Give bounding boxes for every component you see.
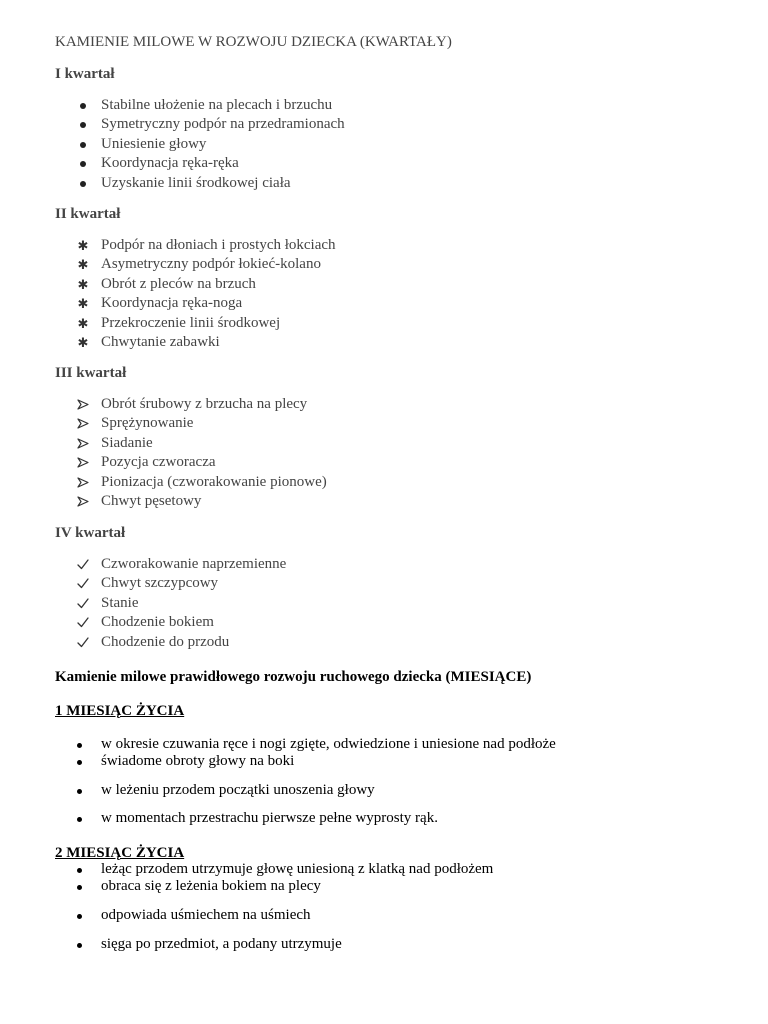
asterisk-icon: ✱ [77, 276, 89, 292]
list-item: leżąc przodem utrzymuje głowę uniesioną z klatką nad podłożem [101, 861, 494, 877]
quarter-heading-1: I kwartał [55, 66, 115, 82]
list-item: świadome obroty głowy na boki [101, 753, 295, 769]
list-item: w leżeniu przodem początki unoszenia głowy [101, 782, 375, 798]
list-item: w okresie czuwania ręce i nogi zgięte, odwiedzione i uniesione nad podłoże [101, 736, 556, 752]
asterisk-icon: ✱ [77, 296, 89, 312]
quarter-heading-3: III kwartał [55, 365, 127, 381]
asterisk-icon: ✱ [77, 315, 89, 331]
list-item: sięga po przedmiot, a podany utrzymuje [101, 936, 342, 952]
month-heading-2: 2 MIESIĄC ŻYCIA [55, 845, 185, 861]
asterisk-icon: ✱ [77, 257, 89, 273]
month-heading-1: 1 MIESIĄC ŻYCIA [55, 703, 185, 719]
months-section-title: Kamienie milowe prawidłowego rozwoju ruchowego dziecka (MIESIĄCE) [55, 669, 532, 685]
quarter-heading-2: II kwartał [55, 206, 121, 222]
document-page: KAMIENIE MILOWE W ROZWOJU DZIECKA (KWARTAŁY) I kwartał Stabilne ułożenie na plecach i brzuchu Symetryczny podpór na przedramionach Uniesienie głowy Koordynacja ręka-ręka Uzyskanie linii środkowej ciała II kwartał ✱ Podpór na dłoniach i prostych łokciach ✱ Asymetryczny podpór łokieć-kolano ✱ Obrót z pleców na brzuch ✱ Koordynacja ręka-noga ✱ Przekroczenie linii środkowej ✱ Chwytanie zabawki III kwartał Obrót śrubowy z brzucha na plecy Sprężynowanie Siadanie Pozycja czworacza Pionizacja (czworakowanie pionowe) Chwyt pęsetowy IV kwartał Czworakowanie naprzemienne Chwyt szczypcowy Stanie Chodzenie bokiem Chodzenie do przodu Kamienie milowe prawidłowego rozwoju ruchowego dziecka (MIESIĄCE) 1 MIESIĄC ŻYCIA w okresie czuwania ręce i nogi zgięte, odwiedzione i uniesione nad podłoże świadome obroty głowy na boki w leżeniu przodem początki unoszenia głowy w momentach przestrachu pierwsze pełne wyprosty rąk. 2 MIESIĄC ŻYCIA leżąc przodem utrzymuje głowę uniesioną z klatką nad podłożem obraca się z leżenia bokiem na plecy odpowiada uśmiechem na uśmiech sięga po przedmiot, a podany utrzymuje [55, 34, 556, 952]
list-item: w momentach przestrachu pierwsze pełne wyprosty rąk. [101, 810, 438, 826]
quarter-heading-4: IV kwartał [55, 525, 126, 541]
page-title: KAMIENIE MILOWE W ROZWOJU DZIECKA (KWARTAŁY) [55, 34, 452, 50]
asterisk-icon: ✱ [77, 238, 89, 253]
list-item: obraca się z leżenia bokiem na plecy [101, 878, 321, 894]
asterisk-icon: ✱ [77, 334, 89, 350]
list-item: odpowiada uśmiechem na uśmiech [101, 907, 311, 923]
